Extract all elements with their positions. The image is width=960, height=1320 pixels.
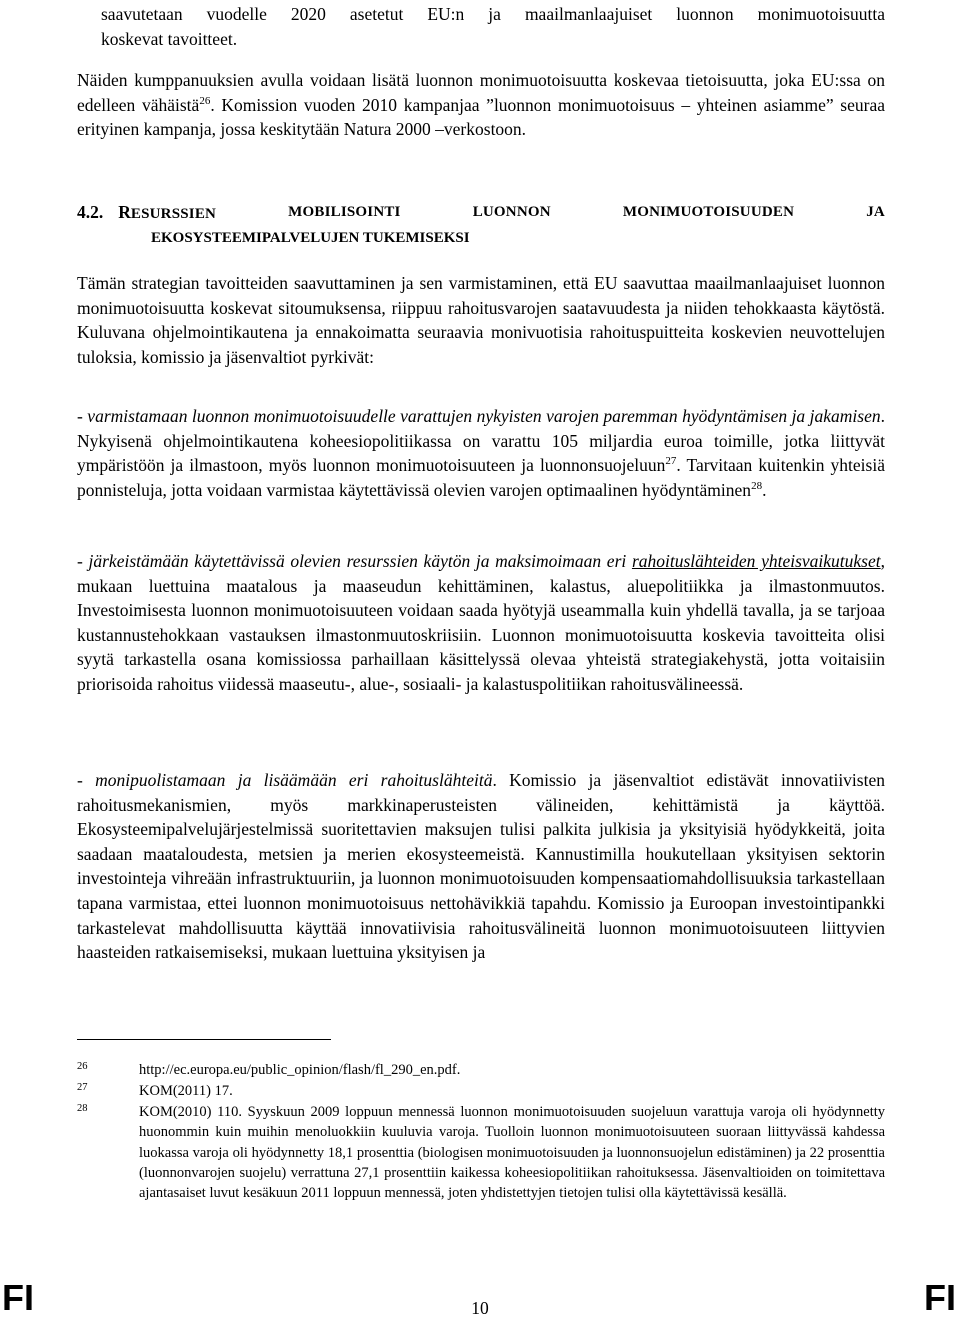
paragraph-text: . Nykyisenä ohjelmointikautena koheesiopolitiikassa on varattu 105 miljardia euroa toimille, jotka liittyvät ympäristöön ja ilmastoon, myös luonnon monimuotoisuuteen ja luonnonsuojeluun xyxy=(77,406,885,476)
heading-word: MONIMUOTOISUUDEN xyxy=(622,204,795,220)
bullet-lead: - varmistamaan luonnon monimuotoisuudelle varattujen nykyisten varojen paremman hyödyntämisen ja jakamisen xyxy=(77,406,881,426)
heading-word: R xyxy=(118,202,131,222)
section-number: 4.2. xyxy=(77,202,104,222)
footnote-ref-26: 26 xyxy=(199,94,211,107)
paragraph-strategy xyxy=(77,271,885,369)
footnote-text: http://ec.europa.eu/public_opinion/flash/fl_290_en.pdf. xyxy=(139,1062,461,1078)
paragraph-text: Näiden kumppanuuksien avulla voidaan lisätä luonnon monimuotoisuutta koskevaa tietoisuutta, joka EU:ssa on edelleen vähäistä xyxy=(77,70,885,115)
footer-language-left: FI xyxy=(2,1277,34,1318)
section-heading xyxy=(77,200,885,250)
footnote-number: 26 xyxy=(77,1061,88,1072)
footnote-ref-28: 28 xyxy=(751,479,763,492)
footnote-ref-27: 27 xyxy=(665,455,677,468)
continued-line-2: koskevat tavoitteet. xyxy=(101,28,238,49)
footnote-26 xyxy=(77,1060,885,1080)
footnote-number: 27 xyxy=(77,1082,88,1093)
paragraph-text: . Komission vuoden 2010 kampanjaa ”luonnon monimuotoisuus – yhteinen asiamme” seuraa erityinen kampanja, jossa keskitytään Natura 2000 –verkostoon. xyxy=(77,94,885,140)
paragraph-text: , mukaan luettuina maatalous ja maaseudun kehittäminen, kalastus, aluepolitiikka ja ilmastonmuutos. Investoimisesta luonnon monimuotoisuuteen voidaan saada hyötyjä useammalla kuin yhdellä tavalla, ja se tarjoaa kustannustehokkaan vastauksen ilmastonmuutoskriisiin. Luonnon monimuotoisuutta koskevia tavoitteita olisi syytä tarkastella osana komissiossa parhaillaan käsittelyssä olevaa yhteistä strategiakehystä, jotta voitaisiin priorisoida rahoitus viidessä maaseutu-, alue-, sosiaali- ja kalastuspolitiikan rahoitusvälineessä. xyxy=(77,551,885,694)
footnote-separator xyxy=(77,1039,331,1040)
paragraph-text: . Tarvitaan kuitenkin yhteisiä ponnisteluja, jotta voidaan varmistaa käytettävissä olevien varojen optimaalinen hyödyntäminen xyxy=(77,455,885,500)
footnote-text: KOM(2011) 17. xyxy=(139,1083,233,1099)
paragraph-text: . xyxy=(762,479,767,500)
paragraph-text: . Komissio ja jäsenvaltiot edistävät innovatiivisten rahoitusmekanismien, myös markkinaperusteisten välineiden, kehittämistä ja käyttöä. Ekosysteemipalvelujärjestelmissä suoritettavien maksujen tulisi palkita julkisia ja yksityisiä hyödykkeitä, joita saadaan maataloudesta, metsien ja merien ekosysteemeistä. Kannustimilla houkutellaan yksityisen sektorin investointeja vihreään infrastruktuuriin, ja luonnon monimuotoisuuden kompensaatiomahdollisuuksia tarkastellaan tapana varmistaa, ettei luonnon monimuotoisuus nettohävikkiä tapahdu. Komissio ja Euroopan investointipankki tarkastelevat mahdollisuutta käyttää innovatiivisia rahoitusvälineitä luonnon monimuotoisuuteen liittyvien haasteiden ratkaisemiseksi, mukaan luettuina yksityisen ja xyxy=(77,770,885,963)
bullet-diversify-funding xyxy=(77,768,885,965)
paragraph-text: Tämän strategian tavoitteiden saavuttaminen ja sen varmistaminen, että EU saavuttaa maailmanlaajuiset luonnon monimuotoisuutta koskevat sitoumuksensa, riippuu rahoitusvarojen saatavuudesta ja niiden tehokkaasta käytöstä. Kuluvana ohjelmointikautena ja ennakoimatta seuraavia monivuotisia rahoituspuitteita koskevien neuvottelujen tuloksia, komissio ja jäsenvaltiot pyrkivät: xyxy=(77,273,885,367)
footnote-28 xyxy=(77,1102,885,1203)
bullet-lead-underlined: rahoituslähteiden yhteisvaikutukset xyxy=(631,551,881,571)
continued-bullet xyxy=(101,2,885,51)
footnote-number: 28 xyxy=(77,1103,88,1114)
bullet-rationalise-resources xyxy=(77,549,885,697)
bullet-lead: - monipuolistamaan ja lisäämään eri rahoituslähteitä xyxy=(77,770,493,790)
footnote-text: KOM(2010) 110. Syyskuun 2009 loppuun mennessä luonnon monimuotoisuuden suojeluun varattuja varoja oli hyödynnetty huonommin kuin muihin menoluokkiin kuuluvia varoja. Tuolloin luonnon monimuotoisuuteen suoraan liittyvässä kahdessa luokassa varoja oli hyödynnetty 18,1 prosenttia (biologisen monimuotoisuuden ja luonnonsuojelun edistäminen) ja 22 prosenttia (luonnonvarojen suojelu) verrattuna 27,1 prosenttiin kaikessa koheesiopolitiikan rahoituksessa. Jäsenvaltioiden on toimitettava ajantasaiset luvut kesäkuun 2011 loppuun mennessä, joten yhdistettyjen tietojen tulisi olla käytettävissä kesällä. xyxy=(139,1104,885,1202)
heading-word: MOBILISOINTI xyxy=(288,204,401,220)
heading-word: ESURSSIEN xyxy=(130,206,217,222)
footer-language-right: FI xyxy=(924,1277,956,1318)
footnote-27 xyxy=(77,1081,885,1101)
continued-line-1: saavutetaan vuodelle 2020 asetetut EU:n ja maailmanlaajuiset luonnon monimuotoisuutta xyxy=(101,4,885,24)
paragraph-partnerships xyxy=(77,68,885,142)
heading-line-2: EKOSYSTEEMIPALVELUJEN TUKEMISEKSI xyxy=(151,230,470,246)
bullet-lead: - järkeistämään käytettävissä olevien resurssien käytön ja maksimoimaan eri xyxy=(77,551,632,571)
page-number: 10 xyxy=(471,1298,489,1318)
heading-word: LUONNON xyxy=(472,204,551,220)
heading-word: JA xyxy=(866,204,885,220)
bullet-ensure-funds xyxy=(77,404,885,502)
